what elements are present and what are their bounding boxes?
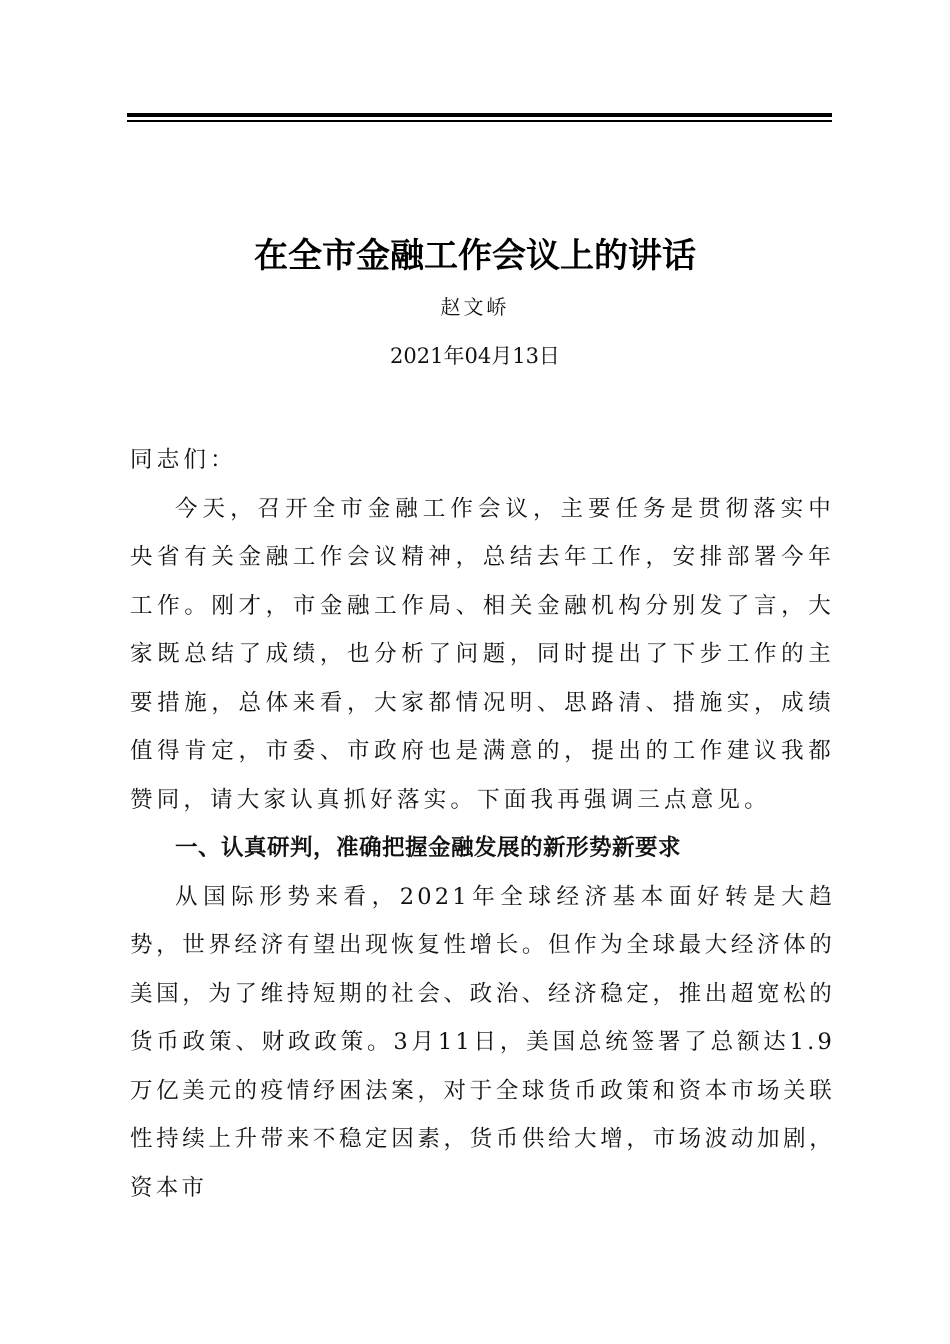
header-rule-thin (127, 120, 832, 122)
intro-paragraph: 今天，召开全市金融工作会议，主要任务是贯彻落实中央省有关金融工作会议精神，总结去年工作，安排部署今年工作。刚才，市金融工作局、相关金融机构分别发了言，大家既总结了成绩，也分析了问题，同时提出了下步工作的主要措施，总体来看，大家都情况明、思路清、措施实，成绩值得肯定，市委、市政府也是满意的，提出的工作建议我都赞同，请大家认真抓好落实。下面我再强调三点意见。 (130, 495, 835, 813)
document-author: 赵文峤 (440, 295, 510, 319)
document-title: 在全市金融工作会议上的讲话 (254, 236, 696, 276)
header-rule-thick (127, 113, 832, 117)
salutation: 同志们： (130, 447, 237, 473)
document-body (130, 436, 835, 1212)
document-date: 2021年04月13日 (390, 344, 560, 368)
section-heading-1: 一、认真研判，准确把握金融发展的新形势新要求 (175, 835, 682, 861)
section-1-paragraph: 从国际形势来看，2021年全球经济基本面好转是大趋势，世界经济有望出现恢复性增长。但作为全球最大经济体的美国，为了维持短期的社会、政治、经济稳定，推出超宽松的货币政策、财政政策。3月11日，美国总统签署了总额达1.9万亿美元的疫情纾困法案，对于全球货币政策和资本市场关联性持续上升带来不稳定因素，货币供给大增，市场波动加剧，资本市 (130, 883, 835, 1201)
